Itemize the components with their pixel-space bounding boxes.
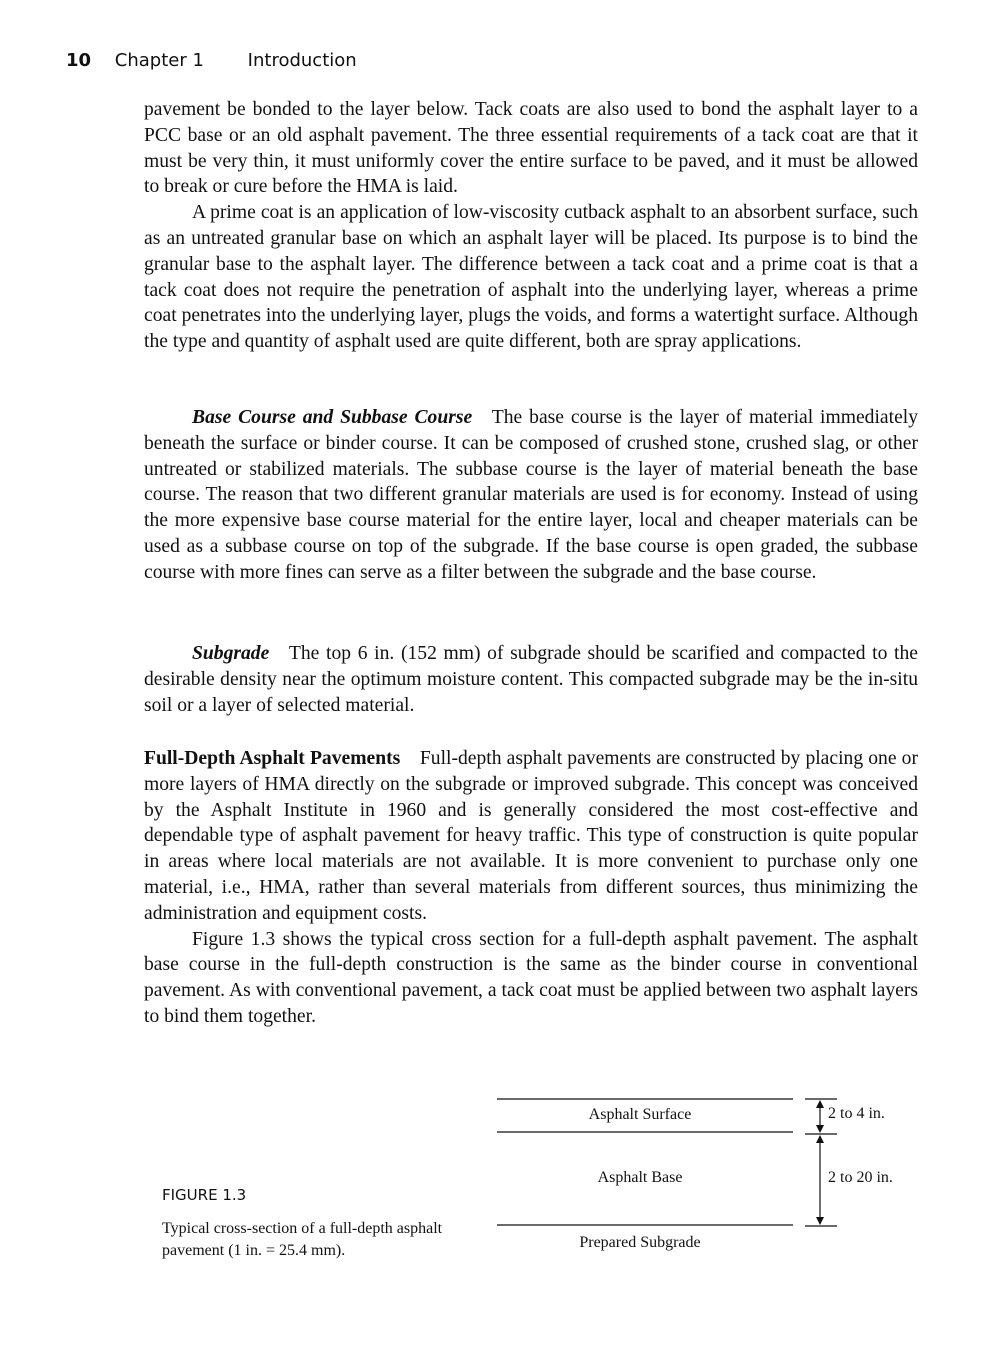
- paragraph-subgrade: [144, 641, 918, 718]
- page-number: 10: [66, 50, 92, 71]
- paragraph-full-depth-text: Full-depth asphalt pavements are constructed by placing one or more layers of HMA directly on the subgrade or improved subgrade. This concept was conceived by the Asphalt Institute in 1960 and is generally considered the most cost-effective and dependable type of asphalt pavement for heavy traffic. This type of construction is quite popular in areas where local materials are not available. It is more convenient to purchase only one material, i.e., HMA, rather than several materials from different sources, thus minimizing the administration and equipment costs.: [144, 748, 918, 924]
- text-block-full-depth: [144, 746, 918, 1030]
- paragraph-figure-reference: Figure 1.3 shows the typical cross section for a full-depth asphalt pavement. The asphalt base course in the full-depth construction is the same as the binder course in conventional pavement. As with conventional pavement, a tack coat must be applied between two asphalt layers to bind them together.: [144, 928, 918, 1027]
- text-block-base-course: [144, 405, 918, 586]
- arrow-base-up-icon: [816, 1135, 824, 1143]
- thickness-label-base: 2 to 20 in.: [828, 1169, 893, 1186]
- paragraph-tack-coat: pavement be bonded to the layer below. Tack coats are also used to bond the asphalt layer to a PCC base or an old asphalt pavement. The three essential requirements of a tack coat are that it must be very thin, it must uniformly cover the entire surface to be paved, and it must be allowed to break or cure before the HMA is laid.: [144, 99, 918, 198]
- heading-subgrade: Subgrade: [192, 643, 270, 664]
- arrow-surface-down-icon: [816, 1125, 824, 1133]
- paragraph-prime-coat: A prime coat is an application of low-viscosity cutback asphalt to an absorbent surface, such as an untreated granular base on which an asphalt layer will be placed. Its purpose is to bind the granular base to the asphalt layer. The difference between a tack coat and a prime coat is that a tack coat does not require the penetration of asphalt into the underlying layer, whereas a prime coat penetrates into the underlying layer, plugs the voids, and forms a watertight surface. Although the type and quantity of asphalt used are quite different, both are spray applications.: [144, 202, 918, 353]
- running-header: [66, 50, 357, 71]
- arrow-base-down-icon: [816, 1217, 824, 1225]
- text-block-subgrade: [144, 641, 918, 718]
- layer-label-surface: Asphalt Surface: [588, 1106, 692, 1123]
- figure-caption-text: Typical cross-section of a full-depth asphalt pavement (1 in. = 25.4 mm).: [162, 1220, 443, 1259]
- paragraph-subgrade-text: The top 6 in. (152 mm) of subgrade should be scarified and compacted to the desirable density near the optimum moisture content. This compacted subgrade may be the in-situ soil or a layer of selected material.: [144, 643, 918, 716]
- figure-label: FIGURE 1.3: [162, 1186, 247, 1204]
- heading-base-course: Base Course and Subbase Course: [192, 407, 473, 428]
- thickness-label-surface: 2 to 4 in.: [828, 1105, 885, 1122]
- chapter-label: Chapter 1: [114, 50, 204, 71]
- arrow-surface-up-icon: [816, 1100, 824, 1108]
- layer-label-subgrade: Prepared Subgrade: [579, 1234, 701, 1251]
- paragraph-base-course: [144, 405, 918, 586]
- text-block-tack-prime: [144, 97, 918, 355]
- section-label: Introduction: [247, 50, 357, 71]
- paragraph-base-course-text: The base course is the layer of material immediately beneath the surface or binder course. It can be composed of crushed stone, crushed slag, or other untreated or stabilized materials. The subbase course is the layer of material beneath the base course. The reason that two different granular materials are used is for economy. Instead of using the more expensive base course material for the entire layer, local and cheaper materials can be used as a subbase course on top of the subgrade. If the base course is open graded, the subbase course with more fines can serve as a filter between the subgrade and the base course.: [144, 407, 919, 583]
- heading-full-depth: Full-Depth Asphalt Pavements: [144, 748, 401, 769]
- figure-caption: [162, 1186, 482, 1262]
- paragraph-full-depth: [144, 746, 918, 927]
- layer-label-base: Asphalt Base: [597, 1169, 683, 1186]
